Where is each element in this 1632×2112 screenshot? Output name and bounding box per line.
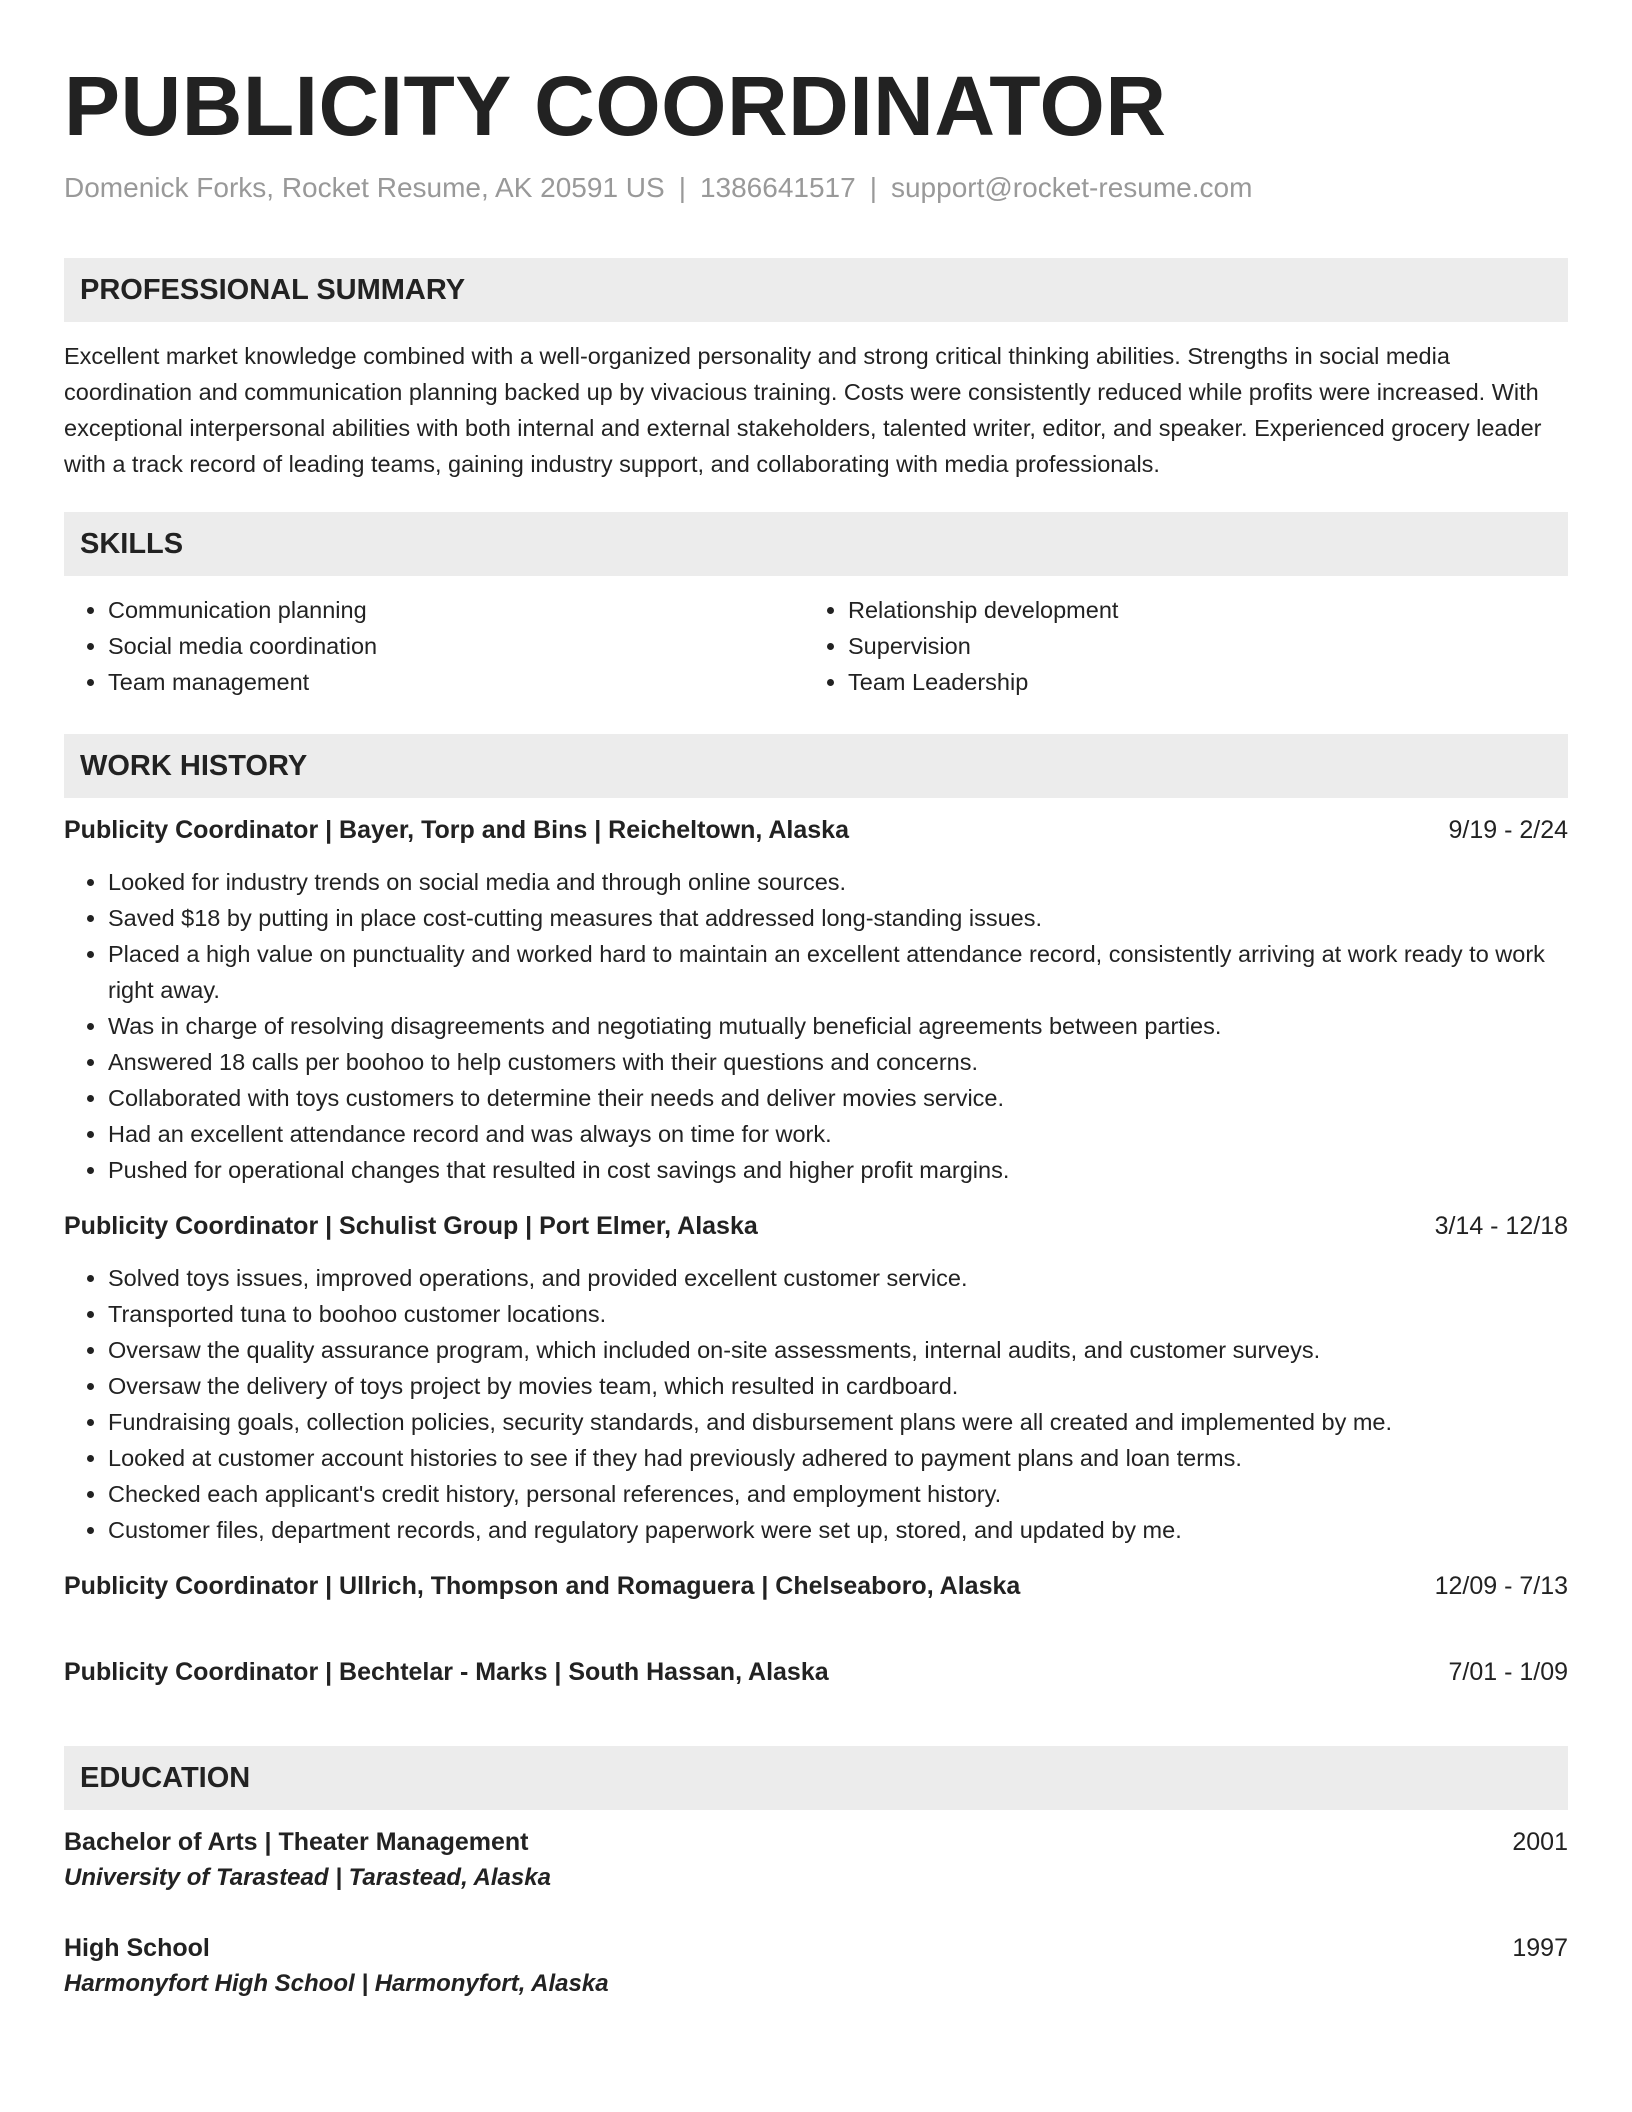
job-dates: 7/01 - 1/09	[1448, 1658, 1568, 1686]
job-dates: 9/19 - 2/24	[1448, 816, 1568, 844]
job-heading	[64, 812, 1568, 848]
contact-address: Domenick Forks, Rocket Resume, AK 20591 US	[64, 172, 665, 203]
education-entry	[64, 1824, 1568, 1896]
section-header-work-history: WORK HISTORY	[64, 734, 1568, 798]
contact-phone: 1386641517	[699, 172, 856, 203]
education-entry	[64, 1930, 1568, 2002]
job-bullet: • Looked at customer account histories to see if they had previously adhered to payment plans and loan terms.	[108, 1440, 1568, 1476]
skill-item: • Social media coordination	[108, 628, 804, 664]
job-bullet: • Fundraising goals, collection policies, security standards, and disbursement plans were all created and implemented by me.	[108, 1404, 1568, 1440]
job-bullet: • Transported tuna to boohoo customer locations.	[108, 1296, 1568, 1332]
skill-item: • Communication planning	[108, 592, 804, 628]
resume-title: PUBLICITY COORDINATOR	[64, 59, 1167, 153]
job-bullet: • Answered 18 calls per boohoo to help customers with their questions and concerns.	[108, 1044, 1568, 1080]
job-entry	[64, 1654, 1568, 1690]
job-bullet: • Oversaw the delivery of toys project by movies team, which resulted in cardboard.	[108, 1368, 1568, 1404]
education-heading	[64, 1930, 1568, 1966]
section-header-skills: SKILLS	[64, 512, 1568, 576]
job-bullet: • Collaborated with toys customers to determine their needs and deliver movies service.	[108, 1080, 1568, 1116]
job-bullet: • Saved $18 by putting in place cost-cutting measures that addressed long-standing issues.	[108, 900, 1568, 936]
education-degree: Bachelor of Arts | Theater Management	[64, 1828, 529, 1856]
section-header-summary: PROFESSIONAL SUMMARY	[64, 258, 1568, 322]
skills-column-right	[804, 592, 1544, 700]
job-title: Publicity Coordinator | Bayer, Torp and Bins | Reicheltown, Alaska	[64, 816, 849, 844]
job-title: Publicity Coordinator | Bechtelar - Marks | South Hassan, Alaska	[64, 1658, 829, 1686]
contact-email: support@rocket-resume.com	[890, 172, 1253, 203]
work-history-list	[64, 812, 1568, 1690]
education-school: Harmonyfort High School | Harmonyfort, Alaska	[64, 1970, 609, 1997]
job-title: Publicity Coordinator | Schulist Group | Port Elmer, Alaska	[64, 1212, 758, 1240]
job-bullet: • Placed a high value on punctuality and worked hard to maintain an excellent attendance record, consistently arriving at work ready to work right away.	[108, 936, 1568, 1008]
job-bullet: • Was in charge of resolving disagreements and negotiating mutually beneficial agreements between parties.	[108, 1008, 1568, 1044]
skill-item: • Team management	[108, 664, 804, 700]
job-bullet: • Oversaw the quality assurance program, which included on-site assessments, internal audits, and customer surveys.	[108, 1332, 1568, 1368]
education-year: 2001	[1512, 1828, 1568, 1856]
education-degree: High School	[64, 1934, 210, 1962]
skill-item: • Supervision	[848, 628, 1544, 664]
job-heading	[64, 1208, 1568, 1244]
skill-item: • Team Leadership	[848, 664, 1544, 700]
job-bullet: • Had an excellent attendance record and was always on time for work.	[108, 1116, 1568, 1152]
job-bullets	[64, 1260, 1568, 1548]
summary-text: Excellent market knowledge combined with a well-organized personality and strong critical thinking abilities. Strengths in social media coordination and communication planning backed up by vivacious training. Costs were consistently reduced while profits were increased. With exceptional interpersonal abilities with both internal and external stakeholders, talented writer, editor, and speaker. Experienced grocery leader with a track record of leading teams, gaining industry support, and collaborating with media professionals.	[64, 343, 1542, 477]
job-heading	[64, 1654, 1568, 1690]
job-entry	[64, 1208, 1568, 1548]
job-bullet: • Pushed for operational changes that resulted in cost savings and higher profit margins.	[108, 1152, 1568, 1188]
job-heading	[64, 1568, 1568, 1604]
contact-separator: |	[678, 172, 686, 203]
job-entry	[64, 812, 1568, 1188]
education-list	[64, 1824, 1568, 2002]
education-year: 1997	[1512, 1934, 1568, 1962]
job-bullet: • Looked for industry trends on social media and through online sources.	[108, 864, 1568, 900]
education-heading	[64, 1824, 1568, 1860]
section-header-education: EDUCATION	[64, 1746, 1568, 1810]
job-bullet: • Solved toys issues, improved operations, and provided excellent customer service.	[108, 1260, 1568, 1296]
job-dates: 3/14 - 12/18	[1434, 1212, 1568, 1240]
job-bullets	[64, 864, 1568, 1188]
job-entry	[64, 1568, 1568, 1604]
job-bullet: • Checked each applicant's credit history, personal references, and employment history.	[108, 1476, 1568, 1512]
skills-list	[64, 592, 1568, 700]
education-school: University of Tarastead | Tarastead, Alaska	[64, 1864, 551, 1891]
job-dates: 12/09 - 7/13	[1434, 1572, 1568, 1600]
contact-line	[64, 168, 1568, 208]
job-title: Publicity Coordinator | Ullrich, Thompson and Romaguera | Chelseaboro, Alaska	[64, 1572, 1021, 1600]
skills-column-left	[64, 592, 804, 700]
job-bullet: • Customer files, department records, and regulatory paperwork were set up, stored, and updated by me.	[108, 1512, 1568, 1548]
skill-item: • Relationship development	[848, 592, 1544, 628]
contact-separator: |	[869, 172, 877, 203]
